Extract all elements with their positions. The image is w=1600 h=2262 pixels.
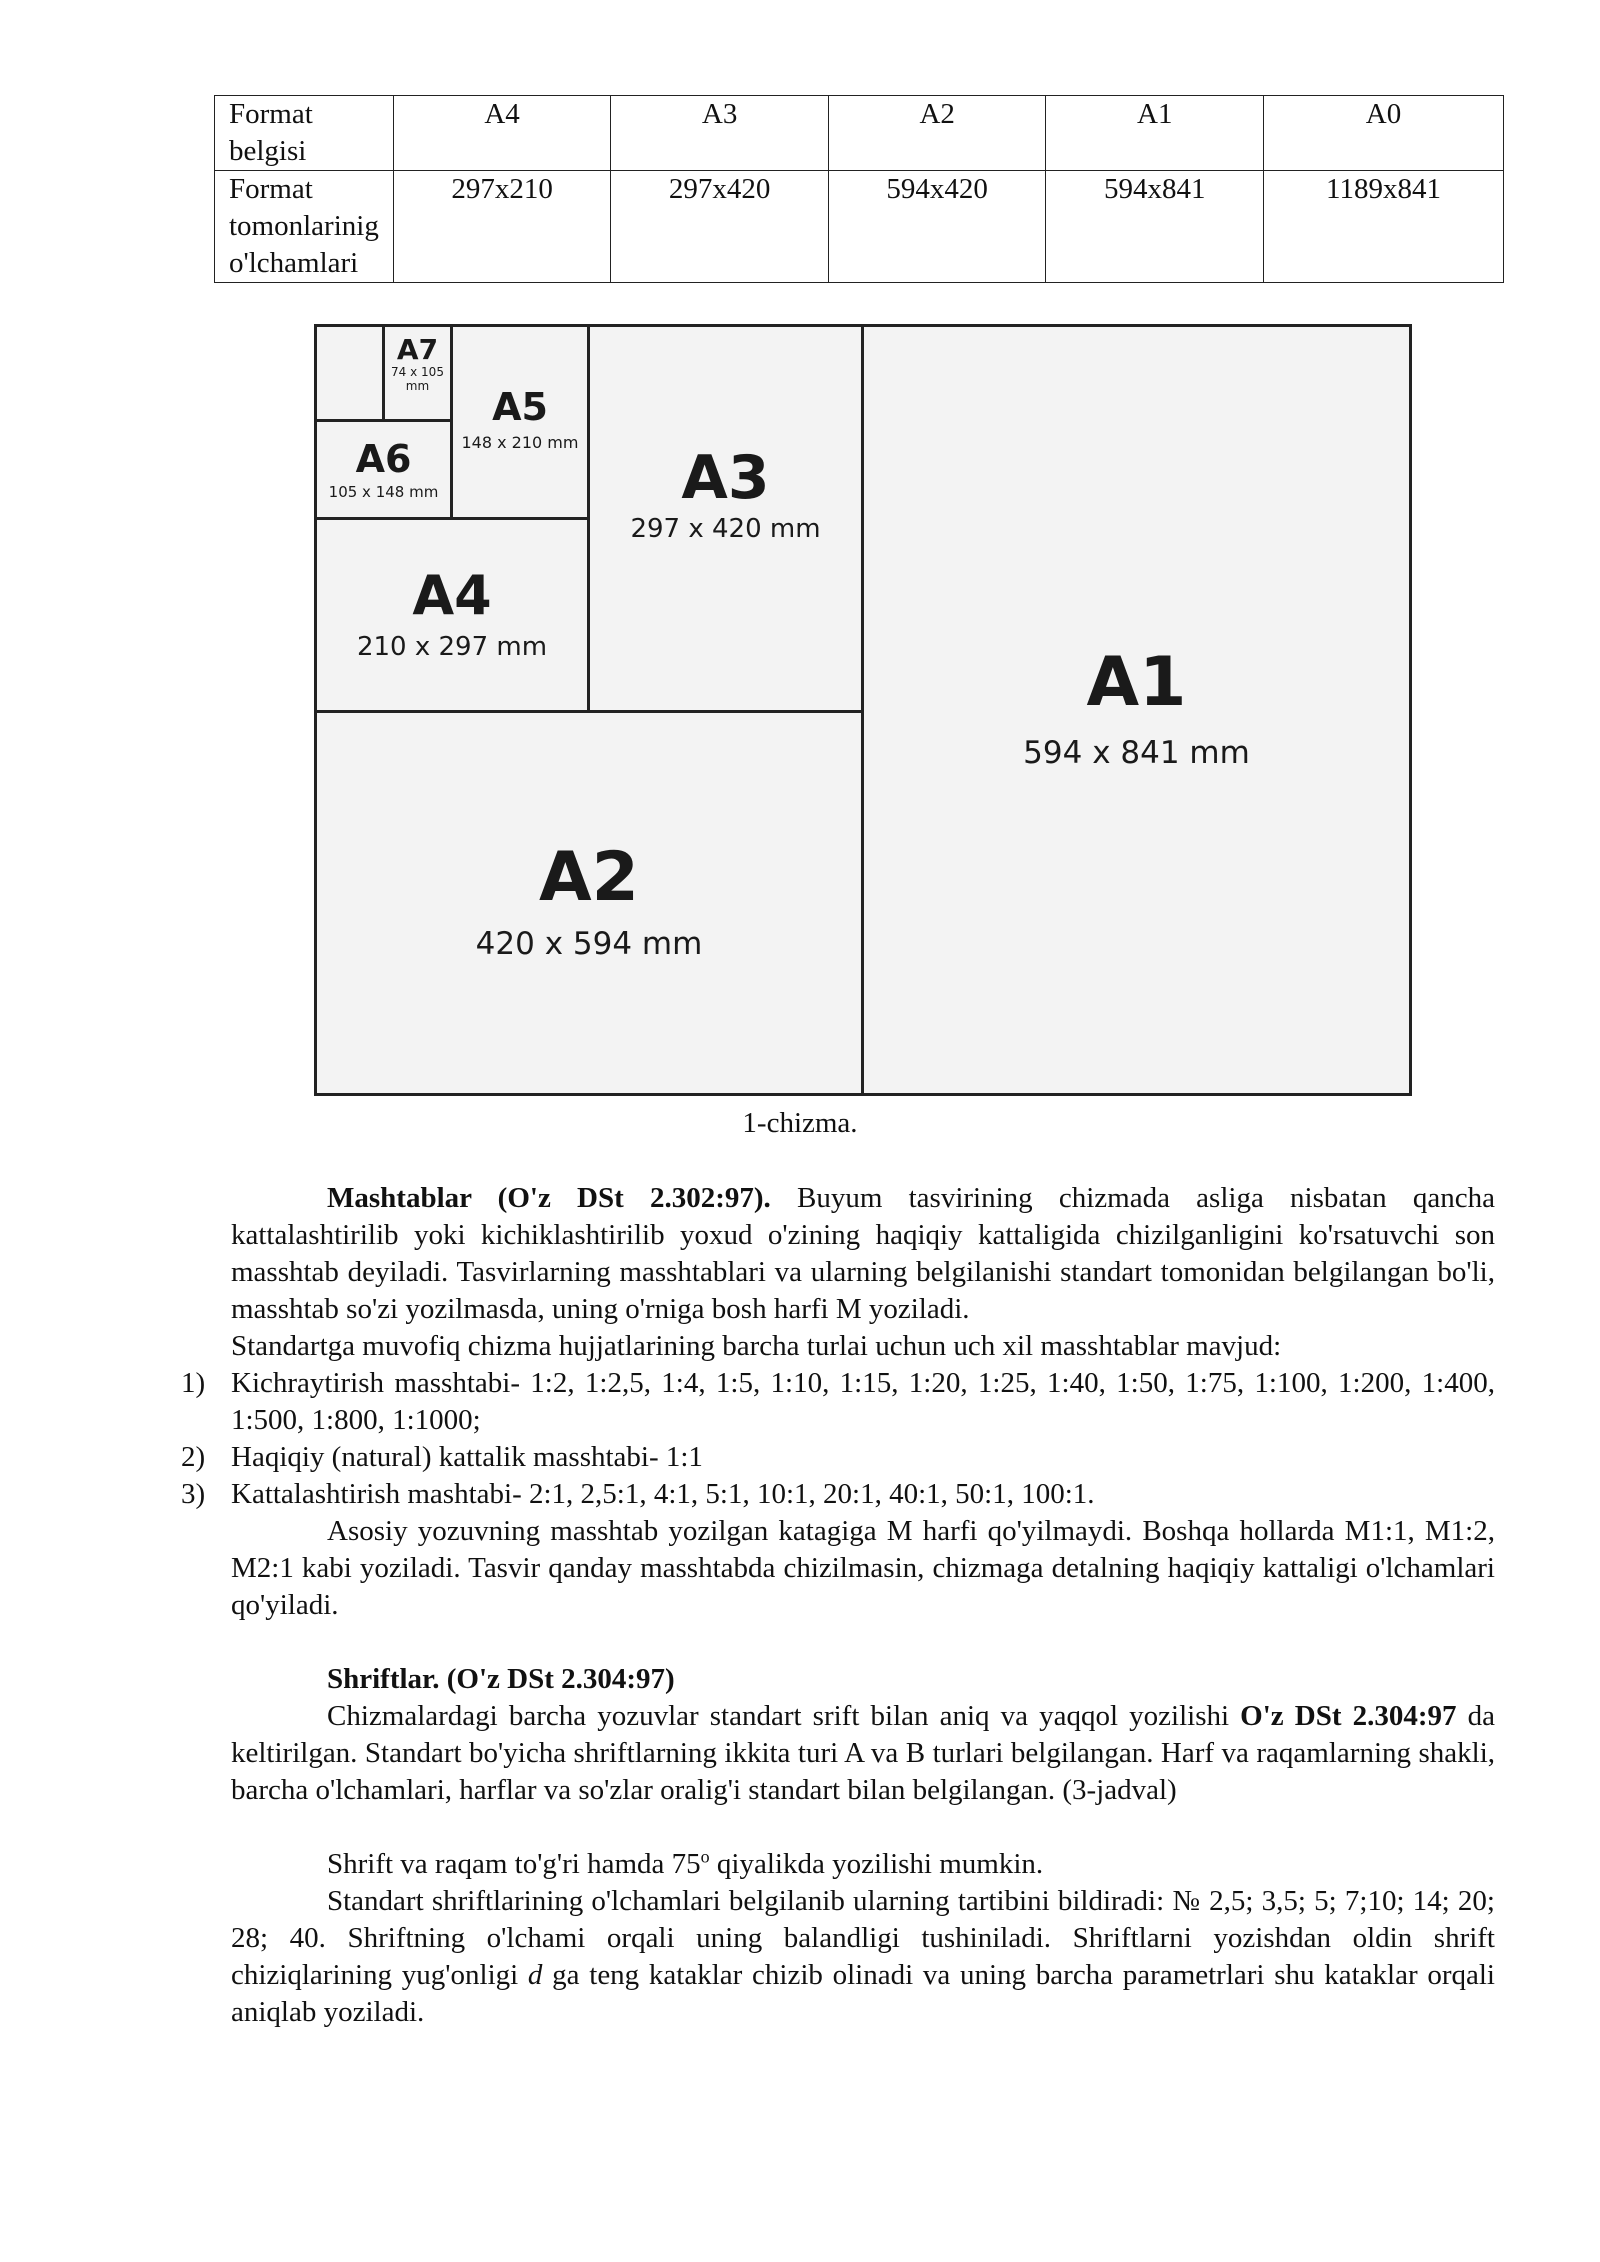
paper-a7-dims: 74 x 105 mm [391,365,444,393]
fonts-p3-text-a: Standart shriftlarining o'lchamlari belgilanib ularning tartibini bildiradi: № 2,5; 3,5; 5; 7;10; 14; 20; 28; 40. Shriftning o'lchami orqali uning balandligi tushiniladi. Shriftlarni yozishdan oldin shrift chiziqlarining yug'onligi [231,1885,1495,1991]
scales-intro-text: Buyum tasvirining chizmada asliga nisbatan qancha kattalashtirilib yoki kichiklashtirilib yoxud o'zining haqiqiy kattaligida chizilganligini ko'rsatuvchi son masshtab deyiladi. Tasvirlarning masshtablari va ularning belgilanishi standart tomonidan belgilangan bo'li, masshtab so'zi yozilmasda, uning o'rniga bosh harfi M yoziladi. [231,1182,1495,1325]
paper-a3-name: A3 [681,443,770,513]
fonts-p2-text-b: qiyalikda yozilishi mumkin. [709,1848,1044,1880]
paper-a4-dims: 210 x 297 mm [356,632,548,662]
paper-a4-name: A4 [412,564,492,627]
paper-a2 [314,710,864,1096]
scales-intro-paragraph [231,1180,1495,1328]
table-cell: A2 [828,96,1046,171]
paper-a7-name: A7 [396,333,439,366]
paper-a6-dims: 105 x 148 mm [328,482,439,501]
table-row [215,171,1504,283]
paper-a3 [587,324,864,713]
paper-a2-name: A2 [539,838,639,917]
table-cell: 594x420 [828,171,1046,283]
paper-a5-name: A5 [492,385,548,429]
list-item [181,1476,1495,1513]
list-item-text: Haqiqiy (natural) kattalik masshtabi- 1:1 [231,1441,703,1473]
table-row-header: Format tomonlarinig o'lchamlari [215,171,394,283]
fonts-paragraph-3 [231,1883,1495,2031]
table-cell: 297x420 [611,171,829,283]
paper-a6 [314,419,453,520]
fonts-p1-text-b: da keltirilgan. Standart bo'yicha shriftlarning ikkita turi A va B turlari belgilangan. Harf va raqamlarning shakli, barcha o'lchamlari, harflar va so'zlar oralig'i standart bilan belgilangan. (3-jadval) [231,1700,1495,1806]
table-cell: A0 [1264,96,1504,171]
scales-heading: Mashtablar (O'z DSt 2.302:97). [327,1182,771,1214]
list-item [181,1365,1495,1439]
table-row-header: Format belgisi [215,96,394,171]
paper-a6-name: A6 [355,436,412,481]
table-cell: A4 [393,96,611,171]
paper-a2-dims: 420 x 594 mm [475,926,703,962]
paper-a5 [450,324,590,520]
paper-a1-dims: 594 x 841 mm [1023,735,1250,771]
paper-sizes-figure [314,324,1406,1096]
table-cell: 297x210 [393,171,611,283]
fonts-p1-standard: O'z DSt 2.304:97 [1240,1700,1457,1732]
paper-a1 [861,324,1412,1096]
fonts-p3-italic-d: d [527,1959,543,1991]
fonts-paragraph-2 [231,1846,1495,1883]
list-item-number: 2) [181,1441,206,1473]
fonts-heading-text: Shriftlar. (O'z DSt 2.304:97) [327,1663,675,1695]
table-cell: 594x841 [1046,171,1264,283]
paper-a4 [314,517,590,713]
fonts-paragraph-1 [231,1698,1495,1809]
table-row [215,96,1504,171]
paper-a8-empty [314,324,385,422]
table-cell: 1189x841 [1264,171,1504,283]
table-cell: A1 [1046,96,1264,171]
list-item-number: 3) [181,1478,206,1510]
table-cell: A3 [611,96,829,171]
fonts-p2-text-a: Shrift va raqam to'g'ri hamda 75 [327,1848,701,1880]
paper-a7 [382,324,453,422]
scales-note-paragraph: Asosiy yozuvning masshtab yozilgan katagiga M harfi qo'yilmaydi. Boshqa hollarda M1:1, M1:2, M2:1 kabi yoziladi. Tasvir qanday masshtabda chizilmasin, chizmaga detalning haqiqiy kattaligi o'lchamlari qo'yiladi. [231,1515,1495,1621]
format-table [214,95,1504,283]
fonts-p1-text-a: Chizmalardagi barcha yozuvlar standart srift bilan aniq va yaqqol yozilishi [327,1700,1241,1732]
fonts-heading [231,1661,1495,1698]
paper-a5-dims: 148 x 210 mm [461,433,579,452]
scales-types-line: Standartga muvofiq chizma hujjatlarining barcha turlai uchun uch xil masshtablar mavjud: [231,1330,1282,1362]
figure-caption: 1-chizma. [742,1107,858,1139]
degree-sup: o [700,1846,710,1867]
paper-a1-name: A1 [1086,643,1187,722]
fonts-p3-text-b: ga teng kataklar chizib olinadi va uning barcha parametrlari shu kataklar orqali aniqlab yoziladi. [231,1959,1495,2028]
list-item-text: Kattalashtirish mashtabi- 2:1, 2,5:1, 4:1, 5:1, 10:1, 20:1, 40:1, 50:1, 100:1. [231,1478,1095,1510]
list-item-text: Kichraytirish masshtabi- 1:2, 1:2,5, 1:4, 1:5, 1:10, 1:15, 1:20, 1:25, 1:40, 1:50, 1:75, 1:100, 1:200, 1:400, 1:500, 1:800, 1:1000; [231,1367,1495,1436]
list-item [181,1439,1495,1476]
list-item-number: 1) [181,1367,206,1399]
paper-a3-dims: 297 x 420 mm [630,514,821,544]
